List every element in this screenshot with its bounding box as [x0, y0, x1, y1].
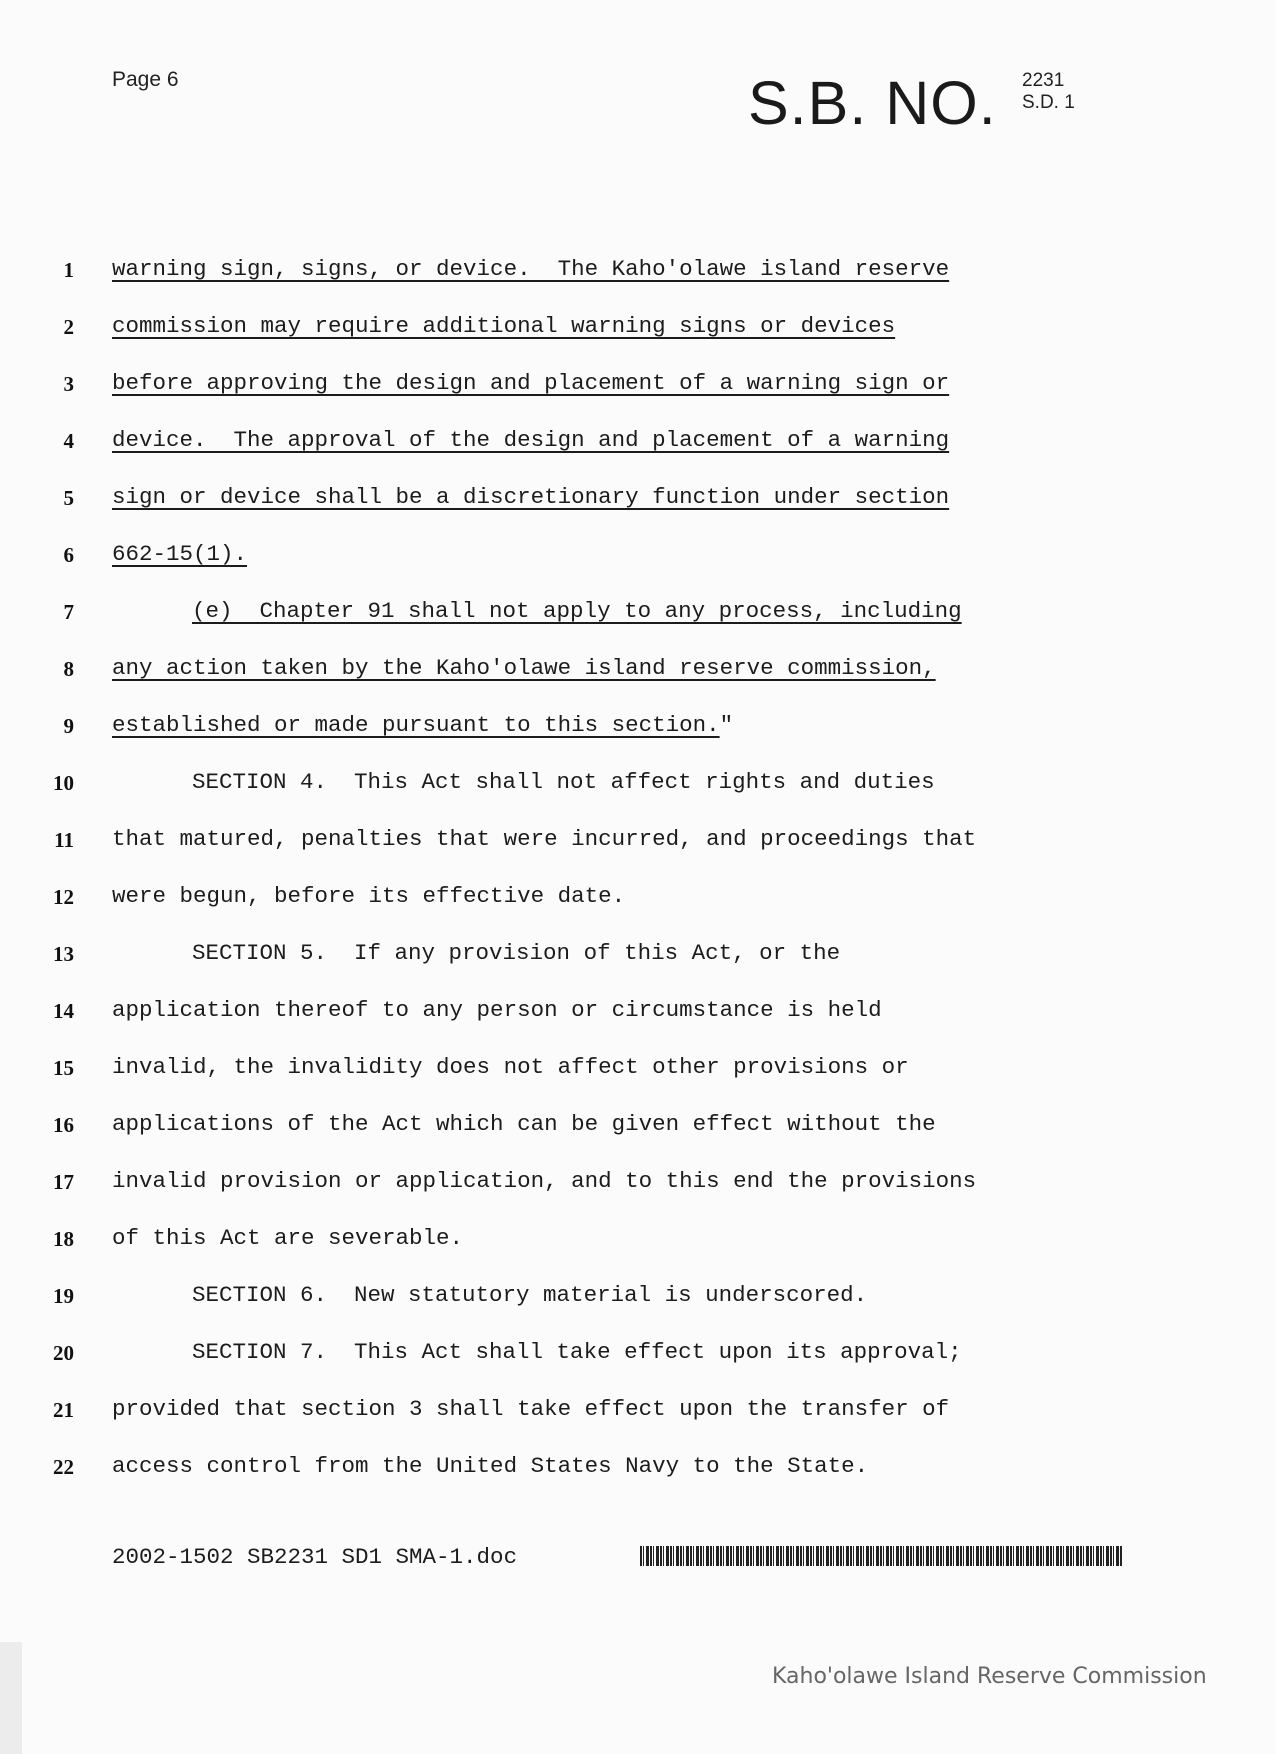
- line-text: applications of the Act which can be given effect without the: [112, 1111, 936, 1137]
- line-number: 13: [53, 942, 74, 966]
- line-text: (e) Chapter 91 shall not apply to any process, including: [192, 598, 962, 624]
- line-text: application thereof to any person or circumstance is held: [112, 997, 882, 1023]
- organization-watermark: Kaho'olawe Island Reserve Commission: [772, 1664, 1207, 1689]
- document-id: 2002-1502 SB2231 SD1 SMA-1.doc: [112, 1544, 518, 1570]
- line-text: SECTION 4. This Act shall not affect rights and duties: [192, 769, 935, 795]
- line-number: 9: [63, 714, 74, 738]
- text-line: [0, 366, 1275, 410]
- text-line: [0, 309, 1275, 353]
- line-text: provided that section 3 shall take effect upon the transfer of: [112, 1396, 950, 1422]
- barcode: [640, 1546, 1122, 1566]
- line-text: invalid provision or application, and to this end the provisions: [112, 1168, 977, 1194]
- line-number: 21: [53, 1398, 74, 1422]
- text-line: [0, 537, 1275, 581]
- text-line: [0, 252, 1275, 296]
- line-number: 15: [53, 1056, 74, 1080]
- line-text: [112, 712, 733, 738]
- line-number: 6: [63, 543, 74, 567]
- text-line: [0, 1335, 1275, 1379]
- line-text: sign or device shall be a discretionary function under section: [112, 484, 950, 510]
- text-line: [0, 423, 1275, 467]
- text-line: [0, 1164, 1275, 1208]
- text-line: [0, 765, 1275, 809]
- line-number: 22: [53, 1455, 74, 1479]
- line-text: before approving the design and placement of a warning sign or: [112, 370, 950, 396]
- line-number: 1: [63, 258, 74, 282]
- text-line: [0, 594, 1275, 638]
- line-number: 4: [63, 429, 74, 453]
- text-line: [0, 879, 1275, 923]
- line-number: 17: [53, 1170, 74, 1194]
- line-number: 3: [63, 372, 74, 396]
- line-text: SECTION 7. This Act shall take effect upon its approval;: [192, 1339, 962, 1365]
- text-line: [0, 993, 1275, 1037]
- page-label: Page 6: [112, 68, 179, 91]
- closing-quote: ": [719, 712, 734, 738]
- text-line: [0, 708, 1275, 752]
- line-number: 5: [63, 486, 74, 510]
- line-number: 7: [63, 600, 74, 624]
- text-line: [0, 1392, 1275, 1436]
- text-line: [0, 1221, 1275, 1265]
- text-line: [0, 936, 1275, 980]
- line-number: 18: [53, 1227, 74, 1251]
- line-text: SECTION 6. New statutory material is underscored.: [192, 1282, 868, 1308]
- line-number: 19: [53, 1284, 74, 1308]
- line-text: SECTION 5. If any provision of this Act, or the: [192, 940, 841, 966]
- text-line: [0, 480, 1275, 524]
- line-text-underlined: established or made pursuant to this section.: [112, 712, 720, 738]
- text-line: [0, 1050, 1275, 1094]
- text-line: [0, 651, 1275, 695]
- line-text: 662-15(1).: [112, 541, 248, 567]
- line-text: any action taken by the Kaho'olawe island reserve commission,: [112, 655, 936, 681]
- line-number: 8: [63, 657, 74, 681]
- line-number: 12: [53, 885, 74, 909]
- line-text: device. The approval of the design and placement of a warning: [112, 427, 950, 453]
- line-number: 11: [54, 828, 74, 852]
- bill-title: S.B. NO.: [748, 69, 997, 137]
- text-line: [0, 822, 1275, 866]
- line-text: warning sign, signs, or device. The Kaho'olawe island reserve: [112, 256, 950, 282]
- line-number: 16: [53, 1113, 74, 1137]
- line-text: invalid, the invalidity does not affect other provisions or: [112, 1054, 909, 1080]
- line-number: 10: [53, 771, 74, 795]
- text-line: [0, 1107, 1275, 1151]
- line-number: 20: [53, 1341, 74, 1365]
- line-number: 14: [53, 999, 74, 1023]
- bill-number-block: [1022, 70, 1075, 114]
- bill-number: 2231: [1022, 70, 1065, 91]
- line-number: 2: [63, 315, 74, 339]
- text-line: [0, 1449, 1275, 1493]
- text-line: [0, 1278, 1275, 1322]
- line-text: of this Act are severable.: [112, 1225, 464, 1251]
- bill-draft: S.D. 1: [1022, 92, 1075, 113]
- scan-edge-shadow: [0, 1642, 22, 1754]
- line-text: access control from the United States Navy to the State.: [112, 1453, 869, 1479]
- line-text: that matured, penalties that were incurred, and proceedings that: [112, 826, 977, 852]
- line-text: commission may require additional warning signs or devices: [112, 313, 896, 339]
- line-text: were begun, before its effective date.: [112, 883, 626, 909]
